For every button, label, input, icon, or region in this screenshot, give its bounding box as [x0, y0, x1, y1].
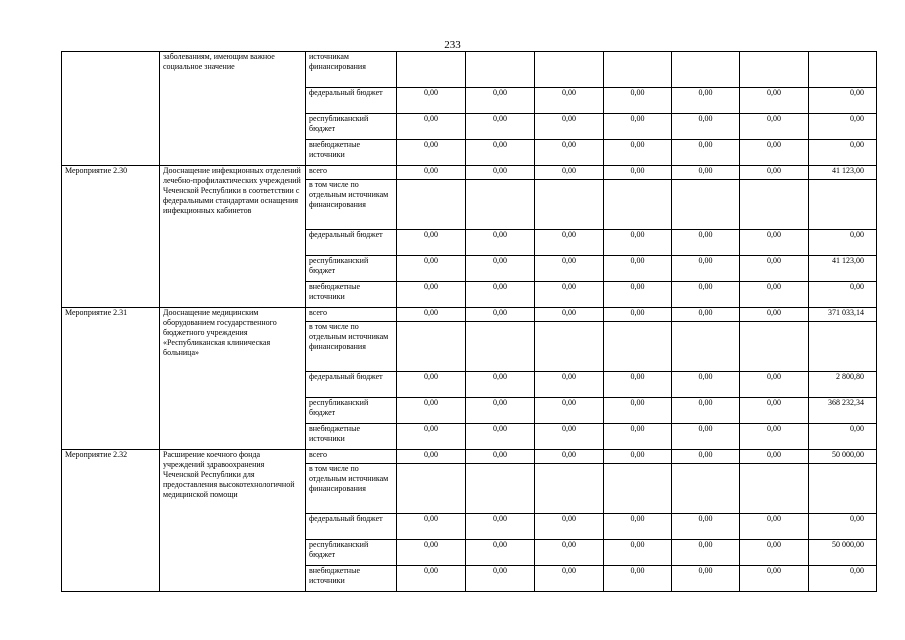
value-cell: 371 033,14: [809, 308, 877, 322]
value-cell: 0,00: [466, 540, 535, 566]
value-cell: [740, 180, 809, 230]
value-cell: 0,00: [397, 398, 466, 424]
value-cell: 0,00: [397, 282, 466, 308]
value-cell: [466, 180, 535, 230]
value-cell: 0,00: [466, 166, 535, 180]
value-cell: [809, 464, 877, 514]
value-cell: 0,00: [535, 424, 604, 450]
value-cell: 41 123,00: [809, 166, 877, 180]
value-cell: 0,00: [535, 166, 604, 180]
value-cell: 0,00: [466, 230, 535, 256]
value-cell: 0,00: [397, 114, 466, 140]
value-cell: 0,00: [397, 140, 466, 166]
table-body: [62, 52, 877, 592]
value-cell: 50 000,00: [809, 540, 877, 566]
value-cell: 0,00: [809, 282, 877, 308]
value-cell: 0,00: [397, 230, 466, 256]
value-cell: 0,00: [535, 514, 604, 540]
value-cell: 0,00: [672, 372, 740, 398]
value-cell: 0,00: [672, 398, 740, 424]
value-cell: 0,00: [809, 114, 877, 140]
page-number: 233: [444, 39, 461, 51]
value-cell: 0,00: [466, 88, 535, 114]
value-cell: 0,00: [604, 282, 672, 308]
measure-name-cell: Расширение коечного фонда учреждений здравоохранения Чеченской Республики для предоставления высокотехнологичной медицинской помощи: [160, 450, 306, 592]
value-cell: 0,00: [740, 372, 809, 398]
value-cell: 0,00: [535, 308, 604, 322]
value-cell: [604, 52, 672, 88]
value-cell: 0,00: [740, 540, 809, 566]
value-cell: [535, 464, 604, 514]
table-row: [62, 166, 877, 180]
value-cell: 0,00: [740, 166, 809, 180]
value-cell: [535, 322, 604, 372]
value-cell: 0,00: [604, 372, 672, 398]
value-cell: 0,00: [535, 114, 604, 140]
value-cell: 0,00: [740, 114, 809, 140]
value-cell: 0,00: [672, 166, 740, 180]
value-cell: 0,00: [397, 256, 466, 282]
value-cell: 0,00: [397, 88, 466, 114]
source-cell: федеральный бюджет: [306, 372, 397, 398]
value-cell: 0,00: [672, 256, 740, 282]
source-cell: федеральный бюджет: [306, 88, 397, 114]
value-cell: 0,00: [809, 140, 877, 166]
source-cell: республиканский бюджет: [306, 540, 397, 566]
value-cell: 0,00: [740, 88, 809, 114]
value-cell: 0,00: [672, 140, 740, 166]
value-cell: 0,00: [397, 308, 466, 322]
value-cell: [672, 322, 740, 372]
value-cell: 0,00: [466, 450, 535, 464]
value-cell: 0,00: [672, 424, 740, 450]
value-cell: 0,00: [466, 372, 535, 398]
value-cell: 0,00: [397, 450, 466, 464]
value-cell: 0,00: [535, 282, 604, 308]
source-cell: республиканский бюджет: [306, 114, 397, 140]
value-cell: 0,00: [535, 140, 604, 166]
measure-name-cell: заболеваниям, имеющим важное социальное значение: [160, 52, 306, 166]
value-cell: [466, 322, 535, 372]
measure-name-cell: Дооснащение инфекционных отделений лечебно-профилактических учреждений Чеченской Республики в соответствии с федеральными стандартами оснащения инфекционных кабинетов: [160, 166, 306, 308]
value-cell: 0,00: [397, 424, 466, 450]
value-cell: 0,00: [535, 256, 604, 282]
value-cell: [397, 180, 466, 230]
value-cell: 0,00: [740, 514, 809, 540]
value-cell: 0,00: [672, 282, 740, 308]
value-cell: 0,00: [740, 308, 809, 322]
value-cell: 0,00: [740, 566, 809, 592]
source-cell: в том числе по отдельным источникам финансирования: [306, 464, 397, 514]
value-cell: 0,00: [397, 566, 466, 592]
value-cell: [604, 464, 672, 514]
value-cell: 0,00: [672, 566, 740, 592]
value-cell: 0,00: [604, 514, 672, 540]
value-cell: 368 232,34: [809, 398, 877, 424]
value-cell: 0,00: [604, 256, 672, 282]
value-cell: 0,00: [740, 450, 809, 464]
value-cell: 0,00: [740, 398, 809, 424]
value-cell: 0,00: [672, 514, 740, 540]
value-cell: 0,00: [466, 282, 535, 308]
value-cell: 0,00: [604, 166, 672, 180]
value-cell: 0,00: [604, 114, 672, 140]
value-cell: 0,00: [740, 282, 809, 308]
value-cell: 41 123,00: [809, 256, 877, 282]
budget-table: [61, 51, 877, 592]
source-cell: внебюджетные источники: [306, 282, 397, 308]
value-cell: 0,00: [604, 540, 672, 566]
value-cell: 0,00: [809, 566, 877, 592]
value-cell: 0,00: [535, 566, 604, 592]
value-cell: [397, 52, 466, 88]
value-cell: 0,00: [466, 140, 535, 166]
measure-code-cell: Мероприятие 2.32: [62, 450, 160, 592]
value-cell: [740, 52, 809, 88]
value-cell: [672, 464, 740, 514]
table-row: [62, 52, 877, 88]
value-cell: [466, 464, 535, 514]
source-cell: в том числе по отдельным источникам финансирования: [306, 322, 397, 372]
value-cell: 0,00: [672, 88, 740, 114]
value-cell: 0,00: [397, 514, 466, 540]
value-cell: 0,00: [535, 450, 604, 464]
value-cell: 0,00: [672, 114, 740, 140]
value-cell: [672, 52, 740, 88]
value-cell: 0,00: [604, 424, 672, 450]
value-cell: [672, 180, 740, 230]
value-cell: [604, 180, 672, 230]
value-cell: 0,00: [672, 450, 740, 464]
value-cell: 0,00: [604, 566, 672, 592]
value-cell: 0,00: [466, 424, 535, 450]
source-cell: в том числе по отдельным источникам финансирования: [306, 180, 397, 230]
value-cell: 0,00: [604, 140, 672, 166]
value-cell: 0,00: [809, 88, 877, 114]
table-row: [62, 308, 877, 322]
source-cell: внебюджетные источники: [306, 566, 397, 592]
value-cell: 50 000,00: [809, 450, 877, 464]
source-cell: федеральный бюджет: [306, 514, 397, 540]
value-cell: 0,00: [672, 540, 740, 566]
source-cell: федеральный бюджет: [306, 230, 397, 256]
value-cell: 0,00: [535, 372, 604, 398]
value-cell: 0,00: [466, 308, 535, 322]
value-cell: [535, 52, 604, 88]
value-cell: 2 800,80: [809, 372, 877, 398]
value-cell: 0,00: [809, 424, 877, 450]
value-cell: 0,00: [535, 398, 604, 424]
value-cell: 0,00: [466, 398, 535, 424]
measure-code-cell: Мероприятие 2.30: [62, 166, 160, 308]
value-cell: [397, 322, 466, 372]
value-cell: 0,00: [397, 540, 466, 566]
value-cell: 0,00: [604, 308, 672, 322]
source-cell: источникам финансирования: [306, 52, 397, 88]
value-cell: 0,00: [604, 88, 672, 114]
value-cell: 0,00: [397, 372, 466, 398]
value-cell: [466, 52, 535, 88]
value-cell: 0,00: [809, 514, 877, 540]
source-cell: всего: [306, 166, 397, 180]
source-cell: республиканский бюджет: [306, 398, 397, 424]
value-cell: 0,00: [604, 398, 672, 424]
value-cell: 0,00: [397, 166, 466, 180]
value-cell: 0,00: [535, 88, 604, 114]
value-cell: [809, 180, 877, 230]
value-cell: 0,00: [740, 424, 809, 450]
value-cell: [809, 52, 877, 88]
measure-name-cell: Дооснащение медицинским оборудованием государственного бюджетного учреждения «Республиканская клиническая больница»: [160, 308, 306, 450]
source-cell: внебюджетные источники: [306, 424, 397, 450]
source-cell: всего: [306, 450, 397, 464]
source-cell: всего: [306, 308, 397, 322]
table-row: [62, 450, 877, 464]
value-cell: 0,00: [672, 308, 740, 322]
value-cell: [740, 464, 809, 514]
value-cell: 0,00: [740, 140, 809, 166]
value-cell: 0,00: [604, 230, 672, 256]
value-cell: [535, 180, 604, 230]
value-cell: [740, 322, 809, 372]
value-cell: 0,00: [466, 514, 535, 540]
value-cell: 0,00: [466, 114, 535, 140]
source-cell: внебюджетные источники: [306, 140, 397, 166]
value-cell: [397, 464, 466, 514]
value-cell: 0,00: [740, 256, 809, 282]
source-cell: республиканский бюджет: [306, 256, 397, 282]
value-cell: 0,00: [672, 230, 740, 256]
value-cell: 0,00: [740, 230, 809, 256]
value-cell: 0,00: [466, 256, 535, 282]
value-cell: 0,00: [535, 540, 604, 566]
value-cell: [604, 322, 672, 372]
value-cell: 0,00: [809, 230, 877, 256]
value-cell: 0,00: [604, 450, 672, 464]
measure-code-cell: Мероприятие 2.31: [62, 308, 160, 450]
value-cell: 0,00: [466, 566, 535, 592]
value-cell: 0,00: [535, 230, 604, 256]
measure-code-cell: [62, 52, 160, 166]
value-cell: [809, 322, 877, 372]
